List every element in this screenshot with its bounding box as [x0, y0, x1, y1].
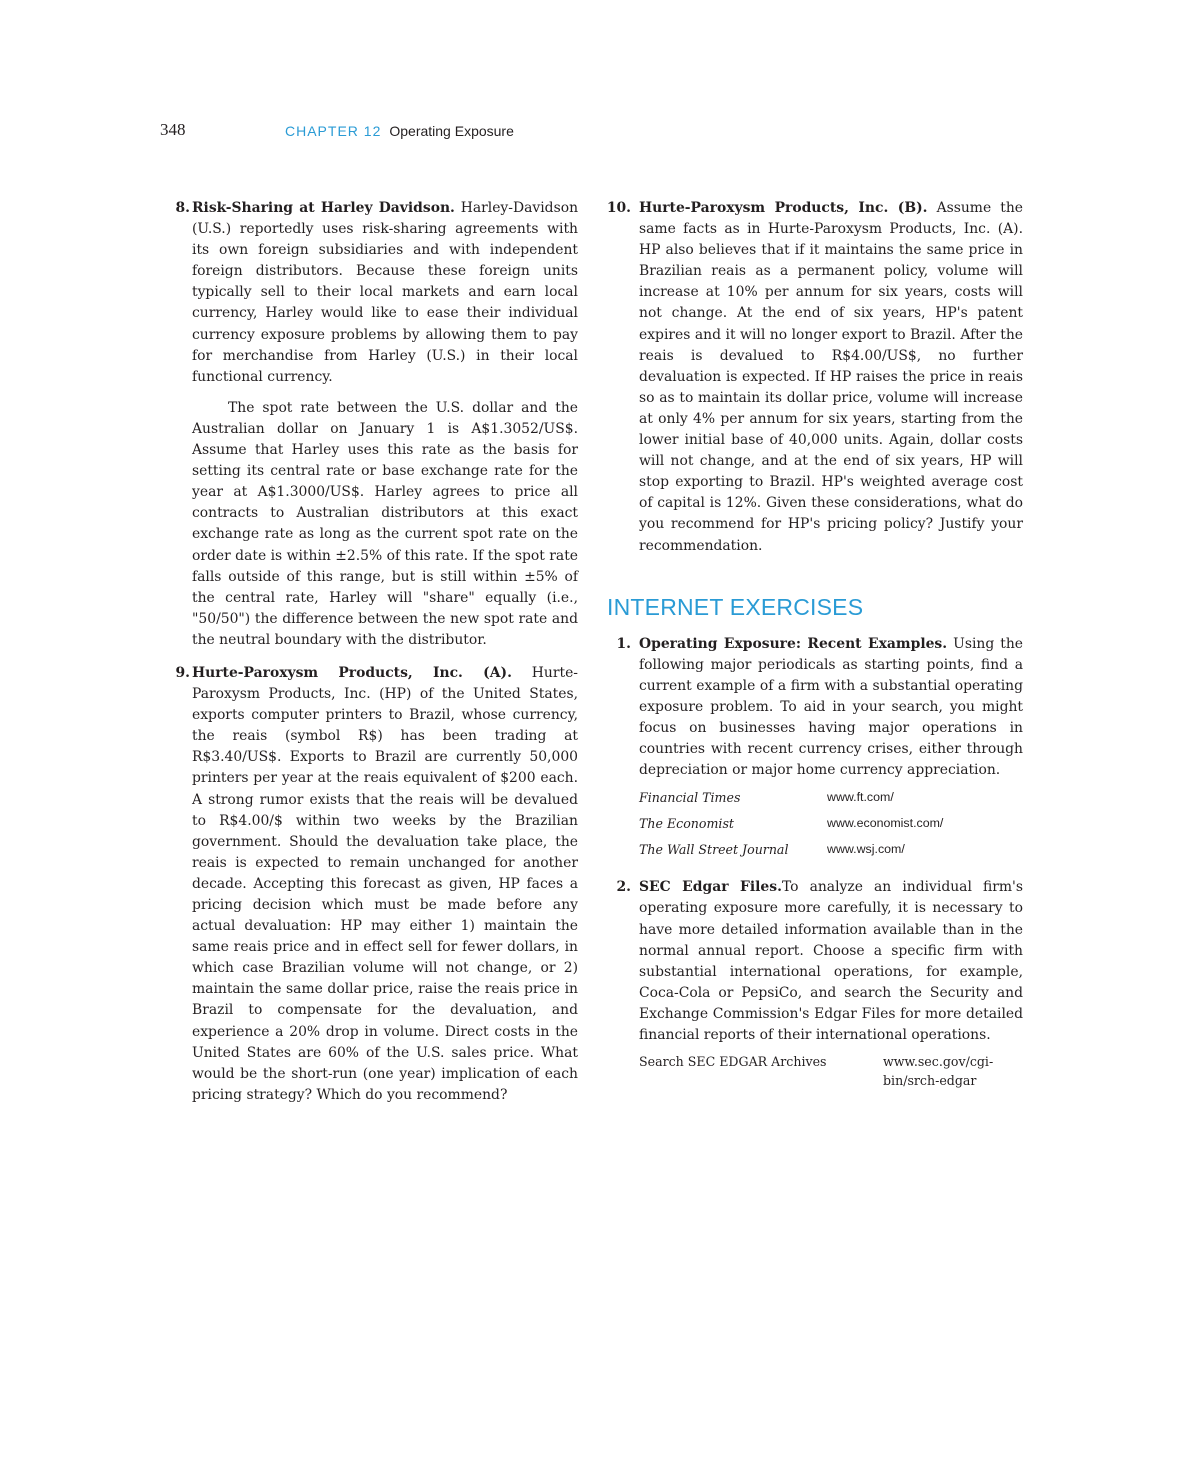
exercise-text [639, 877, 1023, 1046]
exercise-1 [603, 634, 1023, 866]
problem-body: Hurte-Paroxysm Products, Inc. (HP) of the United States, exports computer printers to Brazil, whose currency, the reais (symbol R$) has been trading at R$3.40/US$. Exports to Brazil are currently 50,000 printers per year at the reais equivalent of $200 each. A strong rumor exists that the reais will be devalued to R$4.00/$ within two weeks by the Brazilian government. Should the devaluation take place, the reais is expected to remain unchanged for another decade. Accepting this forecast as given, HP faces a pricing decision which must be made before any actual devaluation: HP may either 1) maintain the same reais price and in effect sell for fewer dollars, in which case Brazilian volume will not change, or 2) maintain the same dollar price, raise the reais price in Brazil to compensate for the devaluation, and experience a 20% drop in volume. Direct costs in the United States are 60% of the U.S. sales price. What would be the short-run (one year) implication of each pricing strategy? Which do you recommend? [192, 664, 578, 1103]
problem-9 [160, 663, 578, 1106]
sec-reference [639, 1052, 1023, 1090]
exercise-number: 1. [616, 635, 631, 652]
problem-title: Hurte-Paroxysm Products, Inc. (A). [192, 664, 512, 681]
reference-row [639, 839, 1023, 865]
problem-text [192, 198, 578, 388]
problem-text [639, 198, 1023, 557]
exercise-text [639, 634, 1023, 782]
problem-title: Hurte-Paroxysm Products, Inc. (B). [639, 200, 928, 216]
chapter-number: CHAPTER 12 [285, 123, 382, 139]
problem-body: Harley-Davidson (U.S.) reportedly uses risk-sharing agreements with its own foreign subsidiaries and with independent foreign distributors. Because these foreign units typically sell to their local markets and earn local currency, Harley would like to ease their individual currency exposure problems by allowing them to pay for merchandise from Harley (U.S.) in their local functional currency. [192, 200, 579, 385]
exercise-title: Operating Exposure: Recent Examples. [639, 635, 948, 652]
problem-body: Assume the same facts as in Hurte-Paroxysm Products, Inc. (A). HP also believes that if it maintains the same price in Brazilian reais as a permanent policy, volume will increase at 10% per annum for six years, costs will not change. At the end of six years, HP's patent expires and it will no longer export to Brazil. After the reais is devalued to R$4.00/US$, no further devaluation is expected. If HP raises the price in reais so as to maintain its dollar price, volume will increase at only 4% per annum for six years, starting from the lower initial base of 40,000 units. Again, dollar costs will not change, and at the end of six years, HP will stop exporting to Brazil. HP's weighted average cost of capital is 12%. Given these considerations, what do you recommend for HP's pricing policy? Justify your recommendation. [639, 200, 1023, 554]
exercise-body: Using the following major periodicals as starting points, find a current example of a firm with a substantial operating exposure problem. To aid in your search, you might focus on businesses having major operations in countries with recent currency crises, either through depreciation or major home currency appreciation. [639, 635, 1024, 779]
reference-url[interactable]: www.ft.com/ [827, 790, 894, 805]
sec-reference-name: Search SEC EDGAR Archives [639, 1054, 827, 1070]
sec-reference-url[interactable]: www.sec.gov/cgi-bin/srch-edgar [883, 1054, 994, 1089]
exercise-title: SEC Edgar Files. [639, 879, 782, 896]
page-number: 348 [160, 120, 186, 139]
problem-number: 8. [175, 200, 190, 216]
internet-exercises-heading: INTERNET EXERCISES [607, 593, 864, 620]
reference-name: The Economist [639, 816, 734, 832]
reference-url[interactable]: www.wsj.com/ [827, 842, 905, 857]
reference-name: The Wall Street Journal [639, 842, 789, 858]
problem-text [192, 663, 578, 1106]
exercise-2 [603, 877, 1023, 1090]
problem-number: 9. [175, 664, 190, 681]
reference-row [639, 813, 1023, 839]
problem-10 [603, 198, 1023, 557]
exercise-body: To analyze an individual firm's operating exposure more carefully, it is necessary to have more detailed information available than in the normal annual report. Choose a specific firm with substantial international operations, for example, Coca-Cola or PepsiCo, and search the Security and Exchange Commission's Edgar Files for more detailed financial reports of their international operations. [639, 879, 1023, 1043]
right-column [603, 198, 1023, 1102]
reference-url[interactable]: www.economist.com/ [827, 816, 944, 831]
chapter-label [285, 123, 514, 139]
reference-table [639, 787, 1023, 865]
chapter-title: Operating Exposure [389, 123, 514, 139]
left-column [160, 198, 578, 1118]
exercise-number: 2. [616, 879, 631, 896]
reference-name: Financial Times [639, 790, 741, 806]
problem-title: Risk-Sharing at Harley Davidson. [192, 200, 455, 216]
problem-number: 10. [606, 200, 631, 216]
problem-8 [160, 198, 578, 651]
problem-body-continued: The spot rate between the U.S. dollar and the Australian dollar on January 1 is A$1.3052/US$. Assume that Harley uses this rate as the basis for setting its central rate or base exchange rate for the year at A$1.3000/US$. Harley agrees to price all contracts to Australian distributors at this exact exchange rate as long as the current spot rate on the order date is within ±2.5% of this rate. If the spot rate falls outside of this range, but is still within ±5% of the central rate, Harley will "share" equally (i.e., "50/50") the difference between the new spot rate and the neutral boundary with the distributor. [192, 399, 578, 648]
reference-row [639, 787, 1023, 813]
